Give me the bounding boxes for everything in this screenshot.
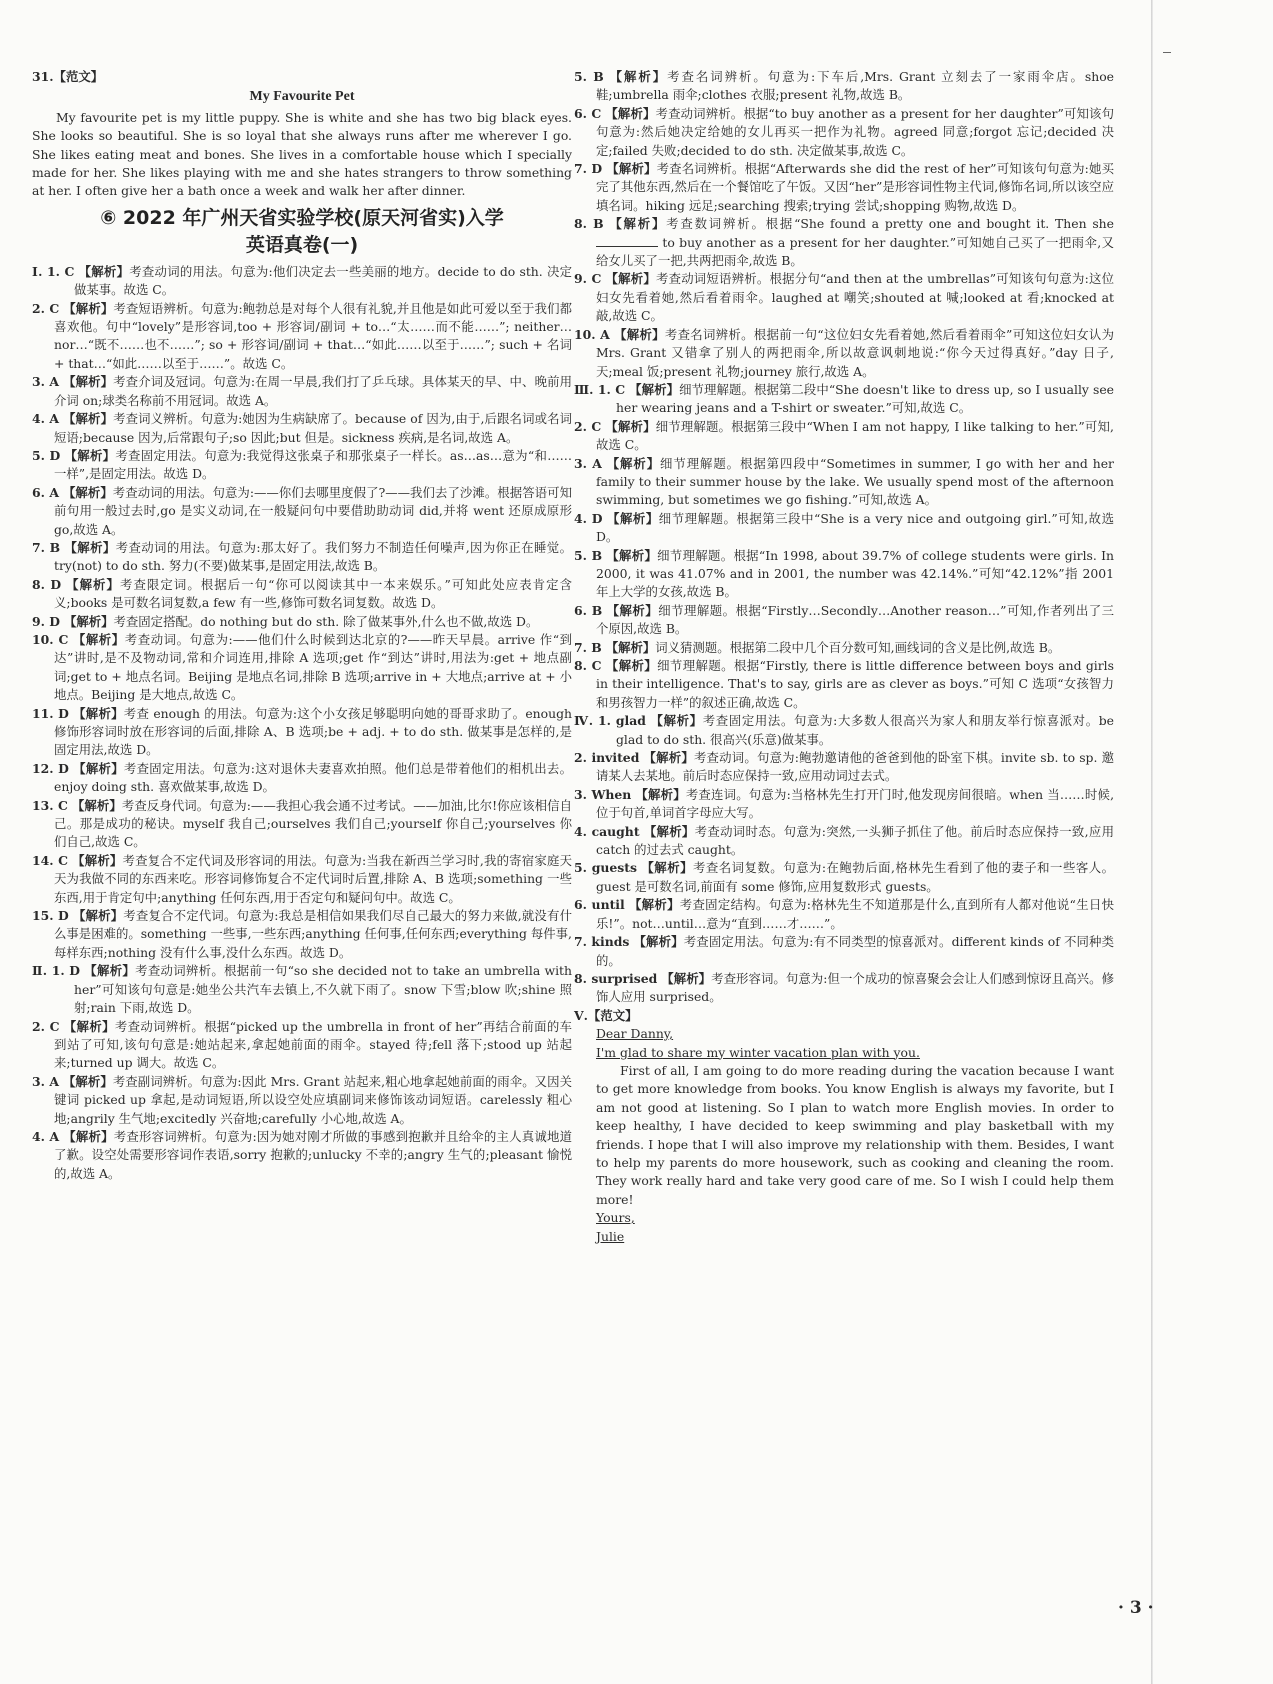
analysis-tag: 【解析】 bbox=[605, 658, 658, 673]
answer-text: 考查固定用法。句意为:这对退休夫妻喜欢拍照。他们总是带着他们的相机出去。enjoy doing sth. 喜欢做某事,故选 D。 bbox=[54, 760, 572, 795]
model-letter bbox=[574, 1025, 1114, 1246]
page-number: · 3 · bbox=[1118, 1598, 1154, 1618]
answer-item bbox=[32, 613, 572, 631]
analysis-tag: 【解析】 bbox=[605, 639, 656, 655]
answer-number: 2. invited bbox=[574, 750, 640, 766]
answer-number: 5. D bbox=[32, 447, 61, 463]
answer-item bbox=[32, 410, 572, 447]
answer-text: 考查形容词。句意为:但一个成功的惊喜聚会会让人们感到惊讶且高兴。修饰人应用 surprised。 bbox=[596, 970, 1114, 1005]
answer-text: 考查动词的用法。句意为:那太好了。我们努力不制造任何噪声,因为你正在睡觉。try(not) to do sth. 努力(不要)做某事,是固定用法,故选 B。 bbox=[54, 539, 572, 574]
answer-text: 考查动词。句意为:鲍勃邀请他的爸爸到他的卧室下棋。invite sb. to sp. 邀请某人去某地。前后时态应保持一致,应用动词过去式。 bbox=[596, 750, 1114, 784]
answer-text: 词义猜测题。根据第二段中几个百分数可知,画线词的含义是比例,故选 B。 bbox=[655, 639, 1061, 655]
answer-number: 6. B bbox=[574, 602, 603, 618]
answer-item bbox=[32, 576, 572, 613]
analysis-tag: 【解析】 bbox=[606, 547, 658, 563]
analysis-tag: 【解析】 bbox=[63, 1018, 115, 1034]
answer-item bbox=[574, 68, 1114, 105]
essay-body: My favourite pet is my little puppy. She is white and she has two big black eyes. She looks so beautiful. She is so loyal that she always runs after me wherever I go. She likes eating meat and bones. She lives in a comfortable house which I specially made for her. She likes playing with me and she hates strangers to throw something at her. I often give her a bath once a week and walk her after dinner. bbox=[32, 109, 572, 199]
answer-number: 7. kinds bbox=[574, 934, 630, 950]
answer-number: 3. A bbox=[32, 374, 59, 390]
answer-item bbox=[574, 859, 1114, 896]
answer-text: 考查名词辨析。句意为:下车后,Mrs. Grant 立刻去了一家雨伞店。shoe 鞋;umbrella 雨伞;clothes 衣服;present 礼物,故选 B。 bbox=[596, 69, 1114, 103]
answer-item bbox=[574, 326, 1114, 381]
answer-number: 15. D bbox=[32, 908, 69, 924]
section-title-line1: ⑥ 2022 年广州天省实验学校(原天河省实)入学 bbox=[100, 206, 504, 229]
analysis-tag: 【解析】 bbox=[73, 705, 124, 721]
answer-number: 8. D bbox=[32, 576, 62, 592]
answer-text: 考查固定用法。句意为:有不同类型的惊喜派对。different kinds of 不同种类的。 bbox=[596, 934, 1114, 968]
answer-text: 考查名词复数。句意为:在鲍勃后面,格林先生看到了他的妻子和一些客人。guest 是可数名词,前面有 some 修饰,应用复数形式 guests。 bbox=[596, 860, 1114, 894]
answer-number: 7. D bbox=[574, 161, 603, 177]
answer-text: 考查 enough 的用法。句意为:这个小女孩足够聪明向她的哥哥求助了。enough 修饰形容词时放在形容词的后面,排除 A、B 选项;be + adj. + to do sth. 做某事是怎样的,是固定用法,故选 D。 bbox=[54, 705, 572, 758]
answer-text: 细节理解题。根据第三段中“She is a very nice and outgoing girl.”可知,故选 D。 bbox=[596, 510, 1114, 545]
answer-number: 11. D bbox=[32, 705, 69, 721]
answer-number: 12. D bbox=[32, 760, 69, 776]
answer-text: 考查动词的用法。句意为:他们决定去一些美丽的地方。decide to do sth. 决定做某事。故选 C。 bbox=[74, 263, 572, 298]
answer-item bbox=[574, 749, 1114, 786]
letter-closing: Yours, bbox=[596, 1210, 635, 1226]
margin-mark bbox=[1163, 52, 1171, 53]
answer-item bbox=[574, 970, 1114, 1007]
answer-item bbox=[574, 381, 1114, 418]
analysis-tag: 【解析】 bbox=[609, 216, 667, 232]
answer-number: 2. C bbox=[32, 1018, 60, 1034]
answer-number: 10. A bbox=[574, 326, 610, 342]
answer-number: 9. D bbox=[32, 613, 60, 629]
analysis-tag: 【解析】 bbox=[605, 418, 656, 434]
analysis-tag: 【解析】 bbox=[64, 447, 116, 463]
answer-number: 6. C bbox=[574, 105, 602, 121]
analysis-tag: 【解析】 bbox=[66, 576, 120, 592]
answer-number: 2. C bbox=[574, 418, 602, 434]
analysis-tag: 【解析】 bbox=[628, 897, 680, 913]
answer-item bbox=[32, 1073, 572, 1128]
fill-blank bbox=[596, 234, 658, 247]
answer-text: 考查词义辨析。句意为:她因为生病缺席了。because of 因为,由于,后跟名词或名词短语;because 因为,后常跟句子;so 因此;but 但是。sickness 疾病,是名词,故选 A。 bbox=[54, 411, 572, 445]
answer-number: 4. A bbox=[32, 411, 59, 427]
analysis-tag: 【解析】 bbox=[84, 963, 136, 979]
left-column bbox=[32, 68, 572, 1183]
answer-text: 细节理解题。根据“In 1998, about 39.7% of college students were girls. In 2000, it was 41.07% and in 2001, the number was 42.14%.”可知“42.12%”指 2001 年上大学的女孩,故选 B。 bbox=[596, 547, 1114, 600]
answer-number: 7. B bbox=[574, 639, 602, 655]
answer-text: 考查固定搭配。do nothing but do sth. 除了做某事外,什么也不做,故选 D。 bbox=[113, 613, 539, 629]
answer-item bbox=[574, 455, 1114, 510]
answer-text: 考查动词短语辨析。根据分句“and then at the umbrellas”可知该句句意为:这位妇女先看着她,然后看着雨伞。laughed at 嘲笑;shouted at 喊;looked at 看;knocked at 敲,故选 C。 bbox=[596, 271, 1114, 324]
page-edge-shadow bbox=[1151, 0, 1153, 1684]
answer-item bbox=[32, 962, 572, 1017]
answer-number: 3. When bbox=[574, 786, 632, 802]
answer-item bbox=[574, 510, 1114, 547]
right-answer-list-mid bbox=[574, 270, 1114, 1006]
analysis-tag: 【解析】 bbox=[629, 381, 680, 397]
answer-number: 4. D bbox=[574, 510, 603, 526]
q31-label: 31.【范文】 bbox=[32, 69, 104, 84]
section-title-line2: 英语真卷(一) bbox=[245, 233, 359, 256]
letter-body: First of all, I am going to do more reading during the vacation because I want to get more knowledge from books. You know English is always my favorite, but I am not good at listening. So I plan to watch more English movies. In order to keep healthy, I have decided to keep swimming and play basketball with my friends. I hope that I will also improve my relationship with them. Besides, I want to help my parents do more housework, such as cooking and cleaning the room. They work really hard and take very good care of me. So I wish I could help them more! bbox=[596, 1062, 1114, 1207]
answer-text: 细节理解题。根据“Firstly…Secondly…Another reason…”可知,作者列出了三个原因,故选 B。 bbox=[596, 602, 1114, 637]
answer-number: Ⅰ. 1. C bbox=[32, 263, 75, 279]
analysis-tag: 【解析】 bbox=[643, 750, 694, 766]
analysis-tag: 【解析】 bbox=[606, 602, 659, 618]
answer-number: 6. until bbox=[574, 897, 625, 913]
answer-item bbox=[574, 933, 1114, 970]
answer-item bbox=[32, 539, 572, 576]
answer-text: 考查名词辨析。根据“Afterwards she did the rest of her”可知该句句意为:她买完了其他东西,然后在一个餐馆吃了午饭。又因“her”是形容词性物主代词,修饰名词,所以该空应填名词。hiking 远足;searching 搜索;trying 尝试;shopping 购物,故选 D。 bbox=[596, 161, 1114, 213]
answer-number: Ⅳ. 1. glad bbox=[574, 713, 646, 729]
letter-opening: I'm glad to share my winter vacation plan with you. bbox=[596, 1044, 920, 1060]
analysis-tag: 【解析】 bbox=[606, 455, 661, 471]
analysis-tag: 【解析】 bbox=[63, 374, 114, 390]
answer-number: 7. B bbox=[32, 539, 61, 555]
answer-item bbox=[574, 896, 1114, 933]
answer-item bbox=[32, 705, 572, 760]
answer-text: 考查数词辨析。根据“She found a pretty one and bought it. Then she bbox=[666, 216, 1114, 232]
answer-item bbox=[32, 484, 572, 539]
answer-number: Ⅱ. 1. D bbox=[32, 963, 81, 979]
answer-item bbox=[574, 602, 1114, 639]
analysis-tag: 【解析】 bbox=[609, 69, 668, 84]
right-column bbox=[574, 68, 1114, 1246]
answer-item bbox=[32, 263, 572, 300]
analysis-tag: 【解析】 bbox=[607, 510, 659, 526]
analysis-tag: 【解析】 bbox=[635, 786, 686, 802]
answer-text: 考查动词时态。句意为:突然,一头狮子抓住了他。前后时态应保持一致,应用 catch 的过去式 caught。 bbox=[596, 823, 1114, 858]
analysis-tag: 【解析】 bbox=[63, 300, 114, 316]
analysis-tag: 【解析】 bbox=[78, 263, 130, 279]
answer-text: 考查介词及冠词。句意为:在周一早晨,我们打了乒乓球。具体某天的早、中、晚前用介词 on;球类名称前不用冠词。故选 A。 bbox=[54, 374, 572, 408]
answer-item bbox=[32, 373, 572, 410]
answer-number: 6. A bbox=[32, 484, 59, 500]
analysis-tag: 【解析】 bbox=[72, 852, 123, 868]
answer-number: 3. A bbox=[574, 455, 602, 471]
answer-text: 考查短语辨析。句意为:鲍勃总是对每个人很有礼貌,并且他是如此可爱以至于我们都喜欢他。句中“lovely”是形容词,too + 形容词/副词 + to…“太……而不能……”; neither…nor…“既不……也不……”; so + 形容词/副词 + that…“如此……以至于……”; such + 名词 + that…“如此……以至于……”。故选 C。 bbox=[54, 300, 572, 371]
answer-text: 考查副词辨析。句意为:因此 Mrs. Grant 站起来,粗心地拿起她前面的雨伞。又因关键词 picked up 拿起,是动词短语,所以设空处应填副词来修饰该动词短语。carelessly 粗心地;angrily 生气地;excitedly 兴奋地;carefully 小心地,故选 A。 bbox=[54, 1073, 572, 1126]
answer-item bbox=[32, 852, 572, 907]
answer-number: 5. B bbox=[574, 69, 604, 84]
answer-text: 考查固定用法。句意为:大多数人很高兴为家人和朋友举行惊喜派对。be glad to do sth. 很高兴(乐意)做某事。 bbox=[616, 713, 1114, 747]
answer-number: Ⅲ. 1. C bbox=[574, 381, 626, 397]
analysis-tag: 【解析】 bbox=[72, 631, 125, 647]
answer-text: 考查动词辨析。根据“to buy another as a present for her daughter”可知该句句意为:然后她决定给她的女儿再买一把作为礼物。agreed 同意;forgot 忘记;decided 决定;failed 失败;decided to do sth. 决定做某事,故选 C。 bbox=[596, 105, 1114, 158]
right-answer-list-top bbox=[574, 68, 1114, 215]
answer-number: 2. C bbox=[32, 300, 60, 316]
answer-item bbox=[574, 823, 1114, 860]
analysis-tag: 【解析】 bbox=[661, 970, 712, 986]
answer-item bbox=[32, 907, 572, 962]
analysis-tag: 【解析】 bbox=[633, 934, 684, 950]
answer-item bbox=[574, 160, 1114, 215]
answer-text: 细节理解题。根据第二段中“She doesn't like to dress up, so I usually see her wearing jeans and a T-shirt or sweater.”可知,故选 C。 bbox=[616, 381, 1114, 416]
analysis-tag: 【解析】 bbox=[62, 484, 113, 500]
answer-item bbox=[32, 797, 572, 852]
answer-item bbox=[32, 760, 572, 797]
answer-item bbox=[574, 418, 1114, 455]
answer-item bbox=[574, 547, 1114, 602]
answer-item bbox=[574, 639, 1114, 657]
answer-text: 细节理解题。根据“Firstly, there is little difference between boys and girls in their intelligence. That's to say, girls are as clever as boys.”可知 C 选项“女孩智力和男孩智力一样”的叙述正确,故选 C。 bbox=[596, 658, 1114, 710]
analysis-tag: 【解析】 bbox=[605, 271, 656, 287]
letter-greeting: Dear Danny, bbox=[596, 1026, 674, 1042]
section-title bbox=[32, 205, 572, 259]
answer-text: 考查动词辨析。根据“picked up the umbrella in front of her”再结合前面的车到站了可知,该句句意是:她站起来,拿起她前面的雨伞。stayed 待;fell 落下;stood up 站起来;turned up 调大。故选 C。 bbox=[54, 1018, 572, 1071]
essay-title: My Favourite Pet bbox=[249, 89, 355, 105]
answer-item bbox=[32, 631, 572, 705]
answer-text: 考查名词辨析。根据前一句“这位妇女先看着她,然后看着雨伞”可知这位妇女认为 Mrs. Grant 又错拿了别人的两把雨伞,所以故意讽刺地说:“你今天过得真好。”day 日子,天;meal 饭;present 礼物;journey 旅行,故选 A。 bbox=[596, 326, 1114, 379]
analysis-tag: 【解析】 bbox=[72, 908, 124, 924]
answer-number: 5. B bbox=[574, 547, 603, 563]
answer-number: 8. C bbox=[574, 658, 602, 673]
answer-text: 考查动词辨析。根据前一句“so she decided not to take an umbrella with her”可知该句句意是:她坐公共汽车去镇上,不久就下雨了。snow 下雪;blow 吹;shine 照射;rain 下雨,故选 D。 bbox=[74, 963, 572, 1016]
answer-text: 考查复合不定代词。句意为:我总是相信如果我们尽自己最大的努力来做,就没有什么事是困难的。something 一些事,一些东西;anything 任何事,任何东西;everything 每件事,每样东西;nothing 没有什么事,没什么东西。故选 D。 bbox=[54, 908, 572, 960]
answer-text: 考查固定用法。句意为:我觉得这张桌子和那张桌子一样长。as…as…意为“和……一样”,是固定用法。故选 D。 bbox=[54, 447, 572, 482]
answer-number: 4. A bbox=[32, 1128, 60, 1144]
answer-text: 考查形容词辨析。句意为:因为她对刚才所做的事感到抱歉并且给伞的主人真诚地道了歉。设空处需要形容词作表语,sorry 抱歉的;unlucky 不幸的;angry 生气的;pleasant 愉悦的,故选 A。 bbox=[54, 1128, 572, 1181]
analysis-tag: 【解析】 bbox=[641, 860, 693, 876]
answer-number: 10. C bbox=[32, 631, 69, 647]
answer-item bbox=[574, 215, 1114, 270]
answer-number: 5. guests bbox=[574, 860, 637, 876]
answer-item bbox=[574, 270, 1114, 325]
analysis-tag: 【解析】 bbox=[63, 411, 114, 427]
v-label: Ⅴ.【范文】 bbox=[574, 1007, 638, 1023]
answer-item bbox=[32, 447, 572, 484]
answer-number: 13. C bbox=[32, 797, 68, 813]
answer-number: 8. B bbox=[574, 216, 604, 232]
analysis-tag: 【解析】 bbox=[650, 713, 703, 729]
answer-text: 考查连词。句意为:当格林先生打开门时,他发现房间很暗。when 当……时候,位于句首,单词首字母应大写。 bbox=[596, 786, 1115, 821]
analysis-tag: 【解析】 bbox=[606, 161, 657, 177]
answer-item bbox=[574, 105, 1114, 160]
letter-signature: Julie bbox=[596, 1228, 625, 1244]
answer-item bbox=[574, 786, 1114, 823]
answer-text: 考查动词。句意为:——他们什么时候到达北京的?——昨天早晨。arrive 作“到达”讲时,是不及物动词,常和介词连用,排除 A 选项;get 作“到达”讲时,用法为:get + 地点副词;get to + 地点名词。Beijing 是地点名词,排除 B 选项;arrive in + 大地点;arrive at + 小地点。Beijing 是大地点,故选 C。 bbox=[54, 631, 573, 703]
answer-text: 细节理解题。根据第三段中“When I am not happy, I like talking to her.”可知,故选 C。 bbox=[596, 418, 1114, 453]
answer-text: 考查动词的用法。句意为:——你们去哪里度假了?——我们去了沙滩。根据答语可知前句用一般过去时,go 是实义动词,在一般疑问句中要借助助动词 did,并将 went 还原成原形 go,故选 A。 bbox=[54, 484, 572, 537]
left-answer-list bbox=[32, 263, 572, 1183]
answer-text: 细节理解题。根据第四段中“Sometimes in summer, I go with her and her family to their summer house by the lake. We usually spend most of the afternoon swimming, but sometimes we go fishing.”可知,故选 A。 bbox=[596, 455, 1114, 508]
answer-item bbox=[32, 1128, 572, 1183]
analysis-tag: 【解析】 bbox=[62, 1073, 113, 1089]
analysis-tag: 【解析】 bbox=[71, 797, 122, 813]
answer-item bbox=[32, 1018, 572, 1073]
analysis-tag: 【解析】 bbox=[64, 539, 116, 555]
analysis-tag: 【解析】 bbox=[63, 1128, 114, 1144]
answer-number: 4. caught bbox=[574, 823, 640, 839]
answer-text: 考查固定结构。句意为:格林先生不知道那是什么,直到所有人都对他说“生日快乐!”。not…until…意为“直到……才……”。 bbox=[596, 897, 1114, 931]
answer-number: 8. surprised bbox=[574, 970, 658, 986]
analysis-tag: 【解析】 bbox=[605, 105, 656, 121]
analysis-tag: 【解析】 bbox=[643, 823, 695, 839]
analysis-tag: 【解析】 bbox=[614, 326, 665, 342]
answer-number: 9. C bbox=[574, 271, 602, 287]
answer-item bbox=[32, 300, 572, 374]
answer-item bbox=[574, 712, 1114, 749]
answer-item bbox=[574, 657, 1114, 712]
answer-number: 14. C bbox=[32, 852, 68, 868]
analysis-tag: 【解析】 bbox=[73, 760, 124, 776]
answer-text: 考查反身代词。句意为:——我担心我会通不过考试。——加油,比尔!你应该相信自己。那是成功的秘诀。myself 我自己;ourselves 我们自己;yourself 你自己;yourselves 你们自己,故选 C。 bbox=[54, 797, 573, 850]
answer-text-cont: to buy another as a present for her daughter.”可知她自己买了一把雨伞,又给女儿买了一把,共两把雨伞,故选 B。 bbox=[596, 234, 1114, 269]
answer-text: 考查复合不定代词及形容词的用法。句意为:当我在新西兰学习时,我的寄宿家庭天天为我做不同的东西来吃。形容词修饰复合不定代词时后置,排除 A、B 选项;something 一些东西,用于肯定句中;anything 任何东西,用于否定句和疑问句中。故选 C。 bbox=[54, 852, 572, 905]
answer-text: 考查限定词。根据后一句“你可以阅读其中一本来娱乐。”可知此处应表肯定含义;books 是可数名词复数,a few 有一些,修饰可数名词复数。故选 D。 bbox=[54, 576, 572, 611]
analysis-tag: 【解析】 bbox=[63, 613, 114, 629]
answer-number: 3. A bbox=[32, 1073, 59, 1089]
